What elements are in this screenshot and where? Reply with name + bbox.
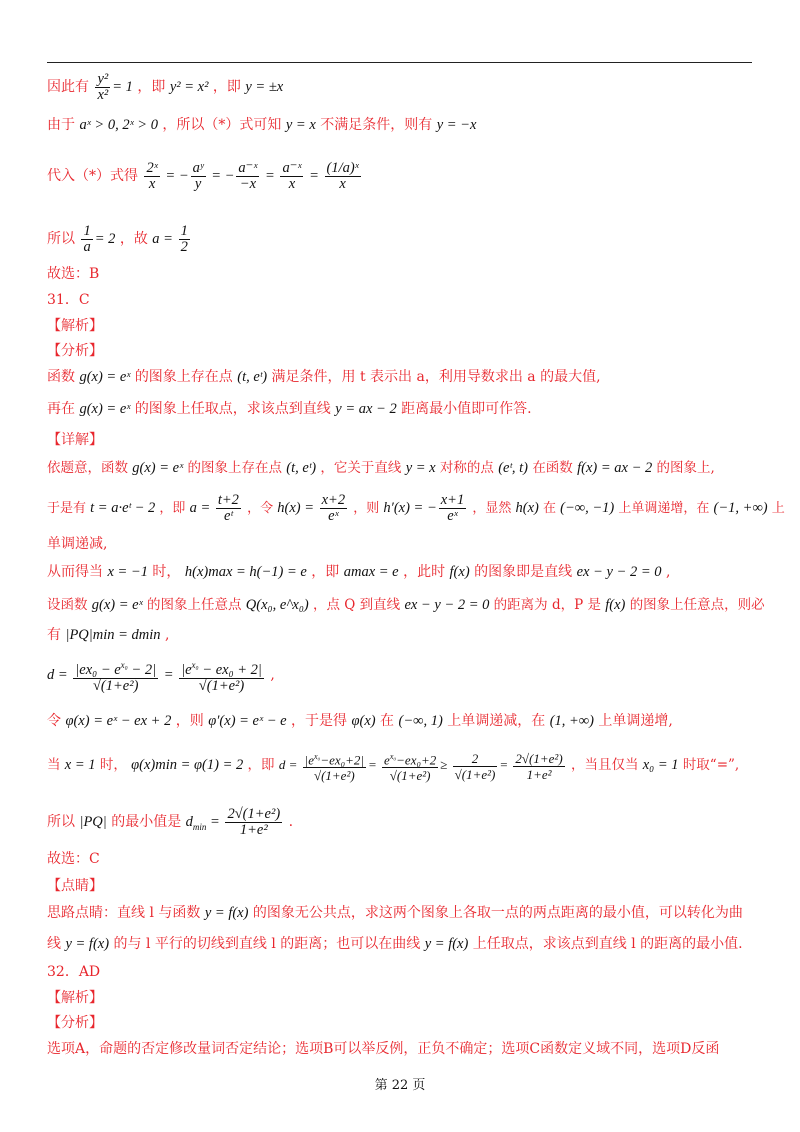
solution-line: 由于 aˣ > 0, 2ˣ > 0 ，所以（*）式可知 y = x 不满足条件，则有 y = −x — [47, 117, 477, 133]
math-expression: d = $\frac{|ex_0 - e^{x_0} - 2|}{\text{√(1+e²)}}$ = $\frac{|e^{x_0} - ex_0 + 2|}{\text{√(1+e²)}}$ — [47, 659, 262, 694]
solution-line: 令 φ(x) = eˣ − ex + 2 ，则 φ′(x) = eˣ − e ，于是得 φ(x) 在 (−∞, 1) 上单调递减，在 (1, +∞) 上单调递增, — [47, 713, 673, 729]
solution-line: 有 |PQ|min = dmin , — [47, 627, 170, 643]
solution-line: 函数 g(x) = eˣ 的图象上存在点 (t, eᵗ) 满足条件，用 t 表示出 a，利用导数求出 a 的最大值, — [47, 369, 601, 385]
math-expression: a = $\frac{t+2}{\text{eᵗ}}$ — [189, 492, 239, 525]
solution-line: 单调递减, — [47, 536, 108, 552]
solution-line: 设函数 g(x) = eˣ 的图象上任意点 Q(x₀, e^x₀) ，点 Q 到直线 ex − y − 2 = 0 的距离为 d，P 是 f(x) 的图象上任意点，则必 — [47, 597, 765, 613]
solution-line: 从而得当 x = −1 时， h(x)max = h(−1) = e ，即 amax = e ，此时 f(x) 的图象即是直线 ex − y − 2 = 0 , — [47, 564, 671, 580]
section-heading: 【分析】 — [47, 343, 103, 359]
answer-line: 故选：B — [47, 266, 100, 282]
section-heading: 【解析】 — [47, 318, 103, 334]
solution-line: 选项A，命题的否定修改量词否定结论；选项B可以举反例，正负不确定；选项C函数定义域不同，选项D反函 — [47, 1041, 720, 1057]
math-expression: h(x) = $\frac{x+2}{\text{eˣ}}$ — [277, 492, 346, 525]
solution-line: 于是有 t = a·eᵗ − 2 ，即 a = $\frac{t+2}{\text{eᵗ}}$ ，令 h(x) = $\frac{x+2}{\text{eˣ}}$ ，则 h′(x) = − $\frac{x+1}{\text{eˣ}}$ ，显然 h(x) 在 (−∞, −1) 上单调递增，在 (−1, +∞) 上 — [47, 492, 785, 525]
solution-line: 线 y = f(x) 的与 l 平行的切线到直线 l 的距离；也可以在曲线 y = f(x) 上任取点，求该点到直线 l 的距离的最小值. — [47, 936, 743, 952]
solution-line: 所以 |PQ| 的最小值是 $d_{min}$ = $\frac{\text{2√(1+e²)}}{\text{1+e²}}$ . — [47, 806, 294, 839]
section-heading: 【解析】 — [47, 990, 103, 1006]
solution-line: 当 x = 1 时， φ(x)min = φ(1) = 2 ，即 d = $\frac{|e^{x_0}-ex_0+2|}{\text{√(1+e²)}}$ = $\frac{e^{x_0}-ex_0+2}{\text{√(1+e²)}}$ ≥ $\frac{2}{\text{√(1+e²)}}$ = $\frac{\text{2√(1+e²)}}{\text{1+e²}}$ ，当且仅当 x₀ = 1 时取“=”, — [47, 750, 740, 784]
solution-line: 所以 $\frac{1}{a}$ = 2 ，故 a = $\frac{1}{2}$ — [47, 222, 192, 256]
question-number: 31．C — [47, 292, 90, 308]
math-expression: $\frac{\text{2ˣ}}{x}$ = − $\frac{\text{aʸ}}{y}$ = − $\frac{\text{a⁻ˣ}}{-x}$ = $\frac{\text{a⁻ˣ}}{x}$ = $\frac{\text{(1/a)ˣ}}{x}$ — [146, 160, 359, 193]
question-number: 32．AD — [47, 964, 101, 980]
math-expression: $d_{min}$ = $\frac{\text{2√(1+e²)}}{\text{1+e²}}$ — [185, 806, 281, 839]
math-expression: $\frac{\text{y²}}{\text{x²}}$ = 1 — [97, 71, 133, 104]
answer-line: 故选：C — [47, 851, 100, 867]
page-number: 第 22 页 — [374, 1078, 426, 1093]
section-heading: 【点睛】 — [47, 878, 103, 894]
section-heading: 【详解】 — [47, 432, 103, 448]
section-heading: 【分析】 — [47, 1015, 103, 1031]
solution-line: 再在 g(x) = eˣ 的图象上任取点，求该点到直线 y = ax − 2 距离最小值即可作答. — [47, 401, 532, 417]
header-rule — [47, 62, 752, 63]
solution-line: 代入（*）式得 $\frac{\text{2ˣ}}{x}$ = − $\frac{\text{aʸ}}{y}$ = − $\frac{\text{a⁻ˣ}}{-x}$ = $\frac{\text{a⁻ˣ}}{x}$ = $\frac{\text{(1/a)ˣ}}{x}$ — [47, 150, 363, 202]
math-expression: h′(x) = − $\frac{x+1}{\text{eˣ}}$ — [383, 492, 465, 525]
solution-line: 因此有 $\frac{\text{y²}}{\text{x²}}$ = 1 ，即 y² = x² ，即 y = ±x — [47, 71, 284, 104]
solution-line: 思路点睛：直线 l 与函数 y = f(x) 的图象无公共点，求这两个图象上各取一点的两点距离的最小值，可以转化为曲 — [47, 905, 743, 921]
math-expression: $\frac{1}{a}$ = 2 — [83, 223, 116, 256]
solution-line: d = $\frac{|ex_0 - e^{x_0} - 2|}{\text{√(1+e²)}}$ = $\frac{|e^{x_0} - ex_0 + 2|}{\text{√(1+e²)}}$ , — [47, 659, 275, 694]
solution-line: 依题意，函数 g(x) = eˣ 的图象上存在点 (t, eᵗ) ，它关于直线 y = x 对称的点 (eᵗ, t) 在函数 f(x) = ax − 2 的图象上, — [47, 460, 715, 476]
math-expression: a = $\frac{1}{2}$ — [152, 223, 188, 256]
math-expression: d = $\frac{|e^{x_0}-ex_0+2|}{\text{√(1+e²)}}$ = $\frac{e^{x_0}-ex_0+2}{\text{√(1+e²)}}$ ≥ $\frac{2}{\text{√(1+e²)}}$ = $\frac{\text{2√(1+e²)}}{\text{1+e²}}$ — [278, 750, 563, 784]
